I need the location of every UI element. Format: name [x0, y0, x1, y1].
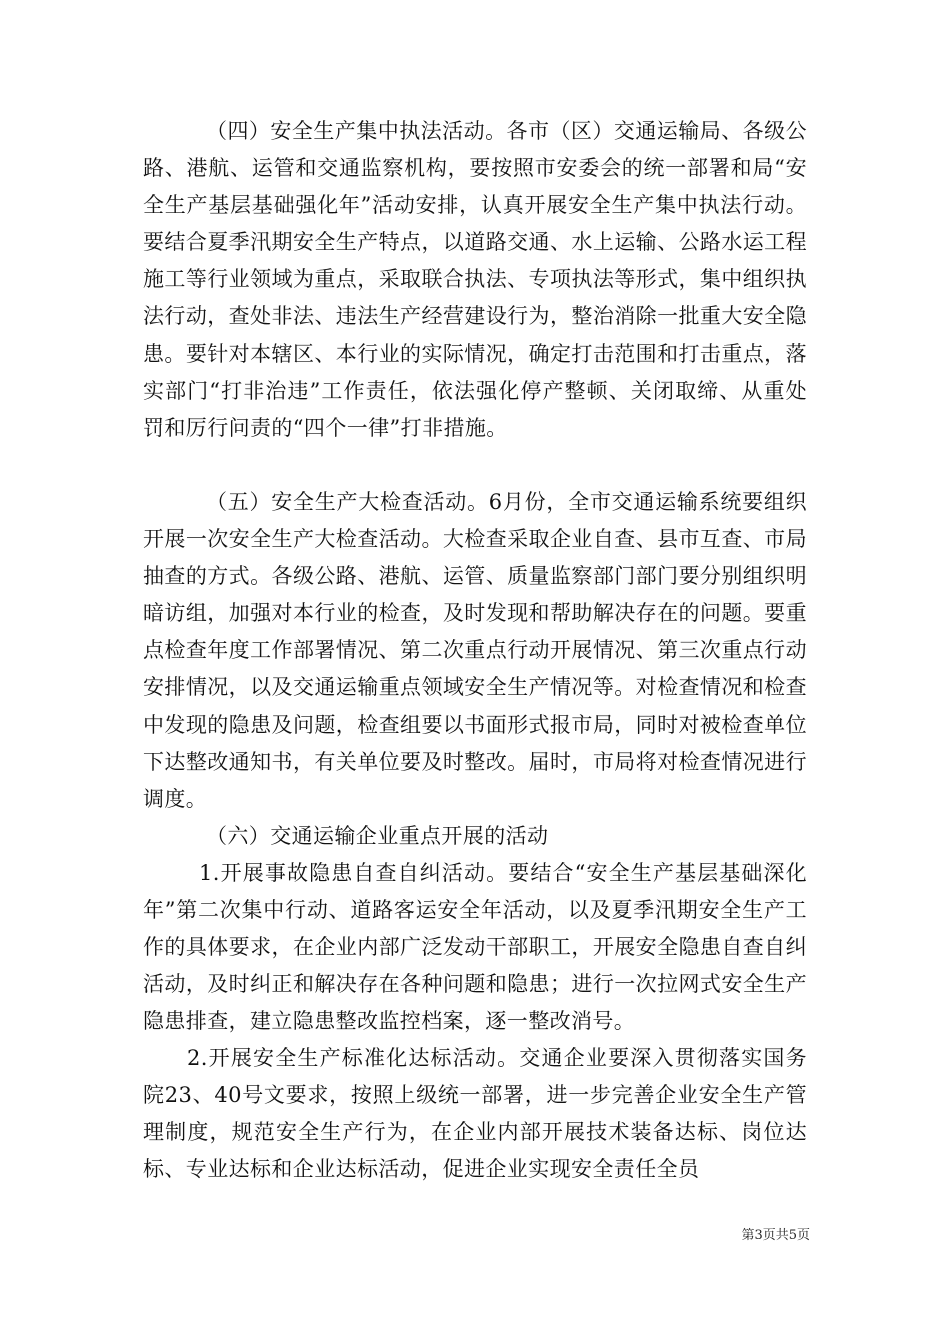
- page-number-footer: 第3页共5页: [741, 1228, 810, 1243]
- paragraph-item-2: 2.开展安全生产标准化达标活动。交通企业要深入贯彻落实国务院23、40号文要求，按照上级统一部署，进一步完善企业安全生产管理制度，规范安全生产行为，在企业内部开展技术装备达标、岗位达标、专业达标和企业达标活动，促进企业实现安全责任全员: [143, 1046, 807, 1182]
- paragraph-item-1: 1.开展事故隐患自查自纠活动。要结合“安全生产基层基础深化年”第二次集中行动、道路客运安全年活动，以及夏季汛期安全生产工作的具体要求，在企业内部广泛发动干部职工，开展安全隐患自查自纠活动，及时纠正和解决存在各种问题和隐患；进行一次拉网式安全生产隐患排查，建立隐患整改监控档案，逐一整改消号。: [143, 861, 807, 1034]
- paragraph-section-4: （四）安全生产集中执法活动。各市（区）交通运输局、各级公路、港航、运管和交通监察机构，要按照市安委会的统一部署和局“安全生产基层基础强化年”活动安排，认真开展安全生产集中执法行动。要结合夏季汛期安全生产特点，以道路交通、水上运输、公路水运工程施工等行业领域为重点，采取联合执法、专项执法等形式，集中组织执法行动，查处非法、违法生产经营建设行为，整治消除一批重大安全隐患。要针对本辖区、本行业的实际情况，确定打击范围和打击重点，落实部门“打非治违”工作责任，依法强化停产整顿、关闭取缔、从重处罚和厉行问责的“四个一律”打非措施。: [143, 119, 807, 440]
- paragraph-section-5: （五）安全生产大检查活动。6月份，全市交通运输系统要组织开展一次安全生产大检查活动。大检查采取企业自查、县市互查、市局抽查的方式。各级公路、港航、运管、质量监察部门部门要分别组织明暗访组，加强对本行业的检查，及时发现和帮助解决存在的问题。要重点检查年度工作部署情况、第二次重点行动开展情况、第三次重点行动安排情况，以及交通运输重点领域安全生产情况等。对检查情况和检查中发现的隐患及问题，检查组要以书面形式报市局，同时对被检查单位下达整改通知书，有关单位要及时整改。届时，市局将对检查情况进行调度。: [143, 490, 807, 811]
- paragraph-section-6-heading: （六）交通运输企业重点开展的活动: [206, 824, 549, 848]
